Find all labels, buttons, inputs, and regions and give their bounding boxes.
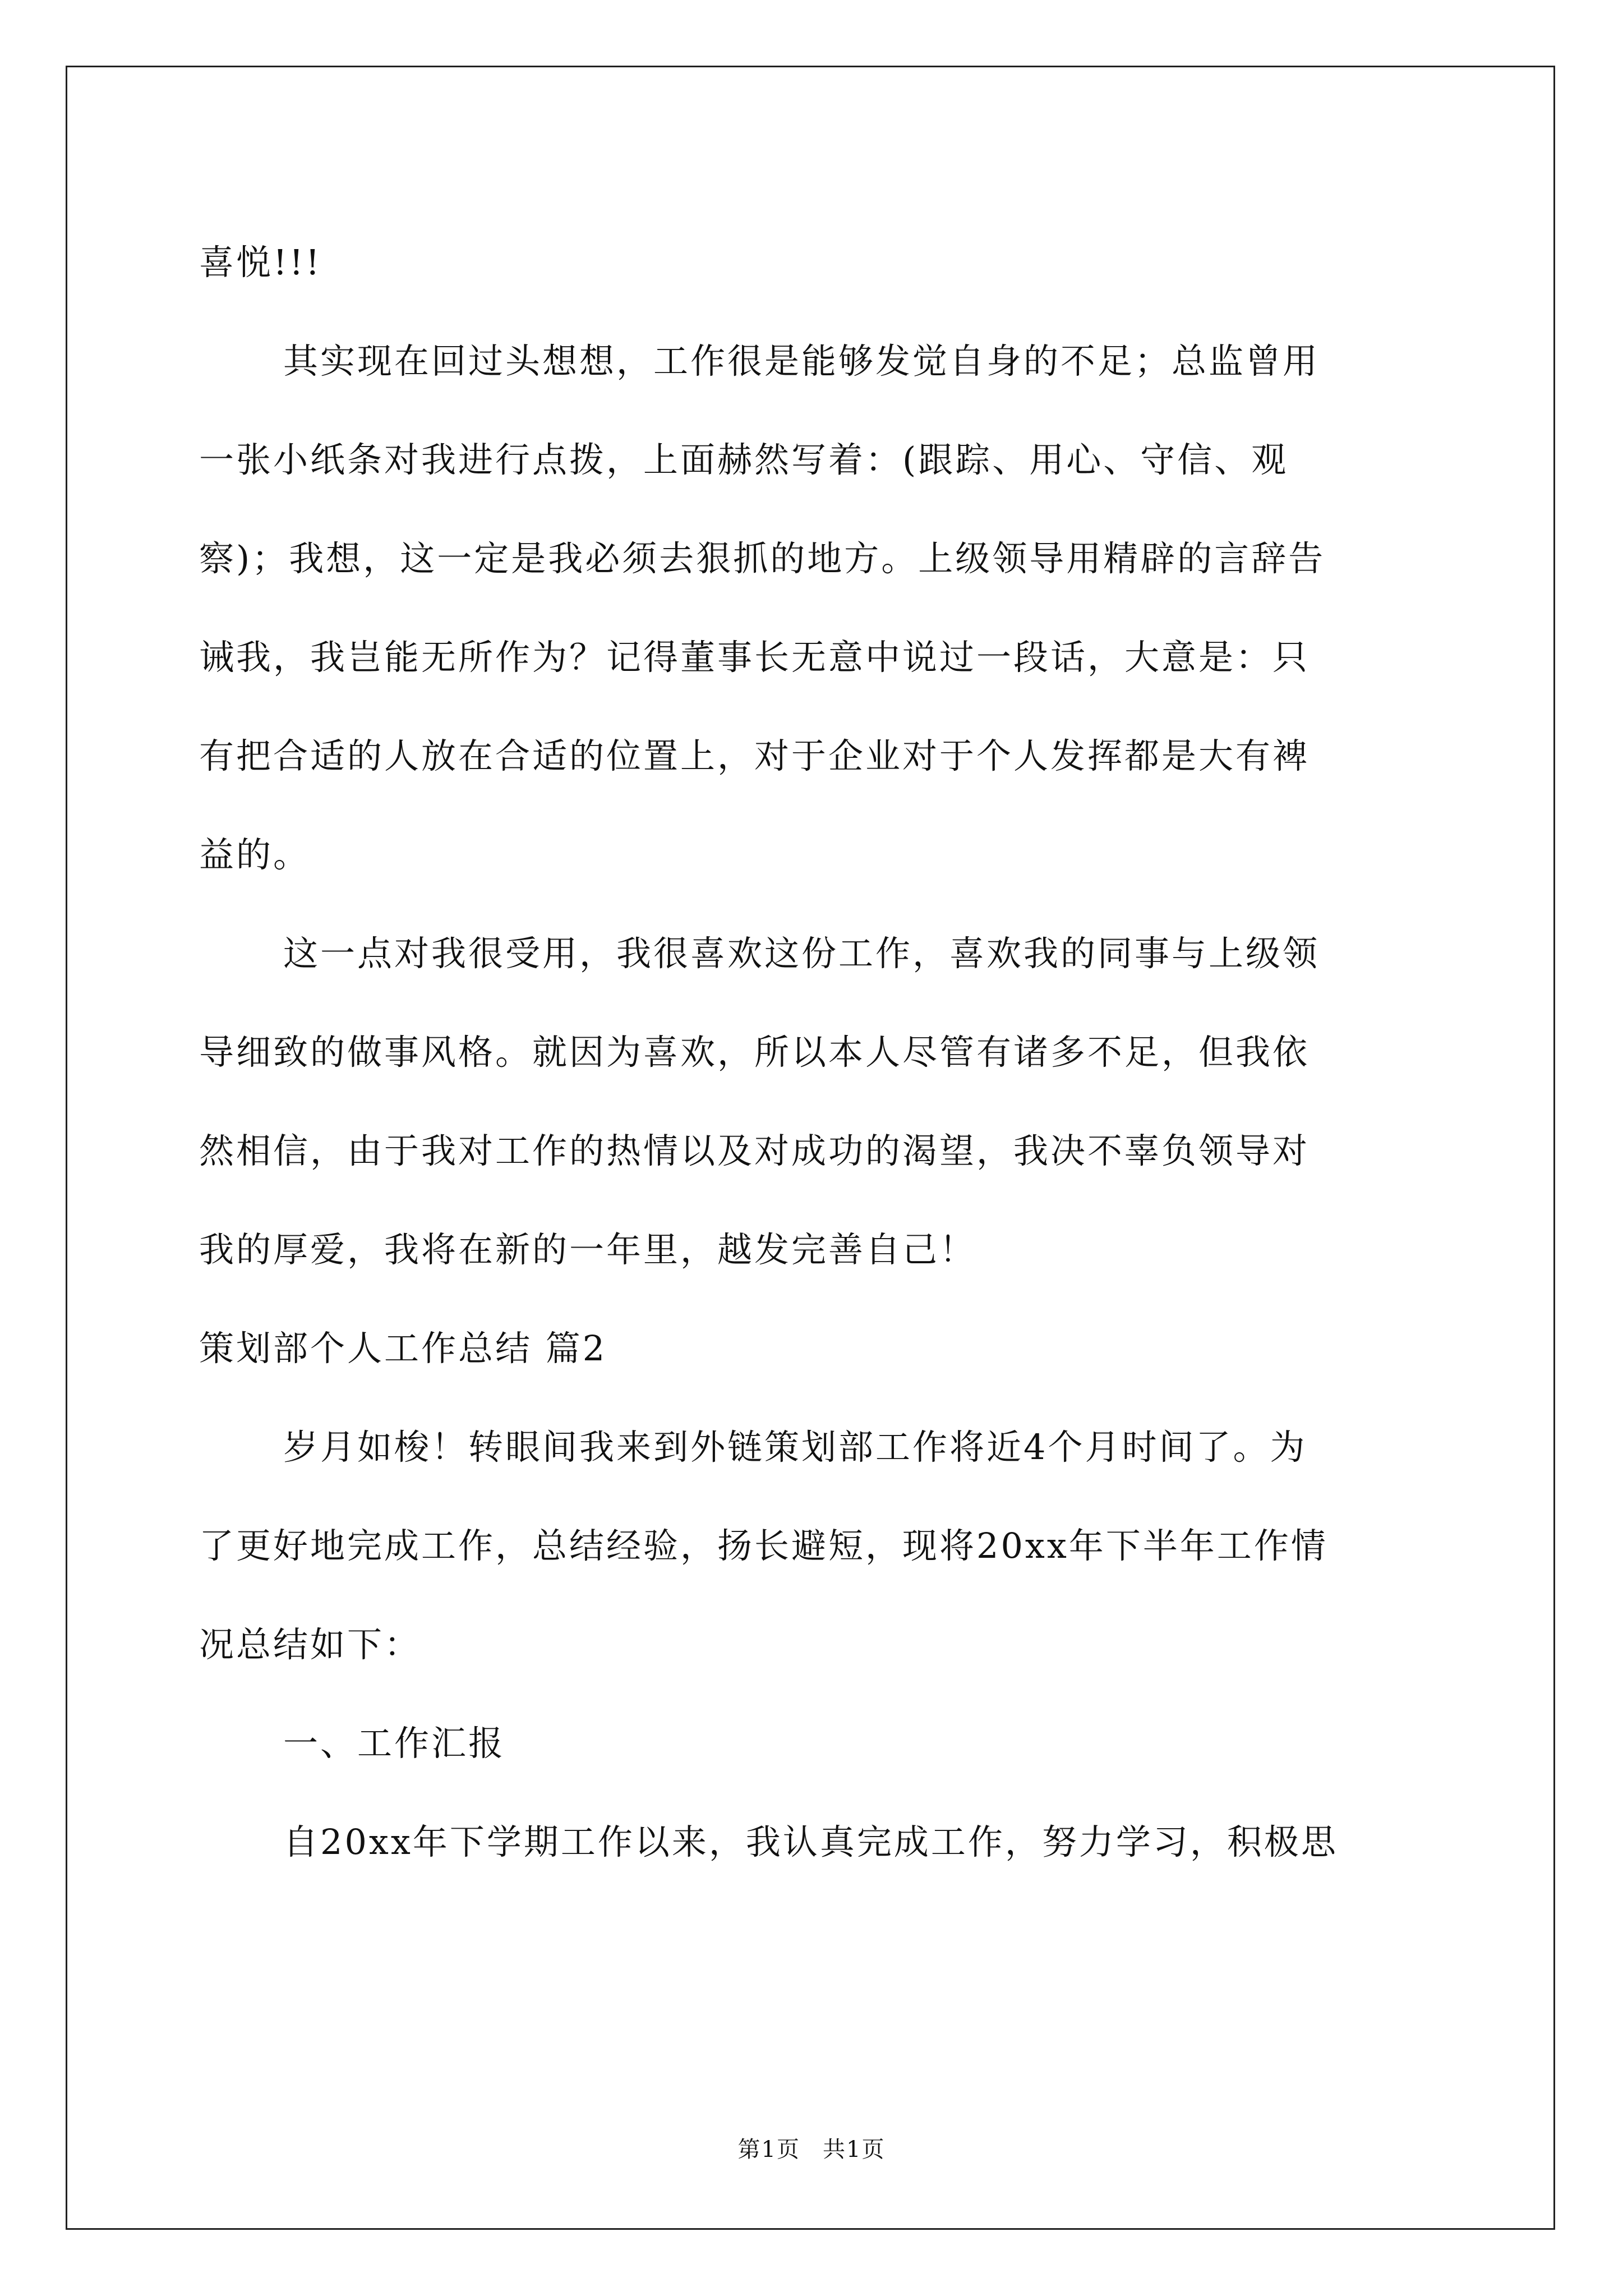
text-line: 诫我，我岂能无所作为？记得董事长无意中说过一段话，大意是：只 [199, 637, 1310, 678]
text-line: 我的厚爱，我将在新的一年里，越发完善自己！ [199, 1229, 977, 1270]
text-line: 益的。 [199, 834, 311, 875]
text-line: 然相信，由于我对工作的热情以及对成功的渴望，我决不辜负领导对 [199, 1130, 1310, 1171]
text-line: 这一点对我很受用，我很喜欢这份工作，喜欢我的同事与上级领 [283, 933, 1320, 974]
section-heading: 策划部个人工作总结 篇2 [199, 1328, 607, 1369]
document-body [199, 213, 1424, 1892]
subsection-heading: 一、工作汇报 [283, 1723, 506, 1764]
text-line: 察)；我想，这一定是我必须去狠抓的地方。上级领导用精辟的言辞告 [199, 538, 1326, 579]
page-total: 共1页 [823, 2137, 886, 2162]
text-line: 岁月如梭！转眼间我来到外链策划部工作将近4个月时间了。为 [283, 1427, 1307, 1467]
text-line: 自20xx年下学期工作以来，我认真完成工作，努力学习，积极思 [283, 1821, 1338, 1862]
text-line: 有把合适的人放在合适的位置上，对于企业对于个人发挥都是大有裨 [199, 735, 1310, 776]
text-line: 喜悦!!! [199, 242, 322, 283]
page-footer [0, 2132, 1623, 2164]
page-number: 第1页 [737, 2137, 800, 2162]
text-line: 其实现在回过头想想，工作很是能够发觉自身的不足；总监曾用 [283, 341, 1320, 381]
text-line: 况总结如下： [199, 1624, 422, 1665]
text-line: 了更好地完成工作，总结经验，扬长避短，现将20xx年下半年工作情 [199, 1525, 1328, 1566]
text-line: 导细致的做事风格。就因为喜欢，所以本人尽管有诸多不足，但我依 [199, 1032, 1310, 1073]
text-line: 一张小纸条对我进行点拨，上面赫然写着：(跟踪、用心、守信、观 [199, 439, 1289, 480]
